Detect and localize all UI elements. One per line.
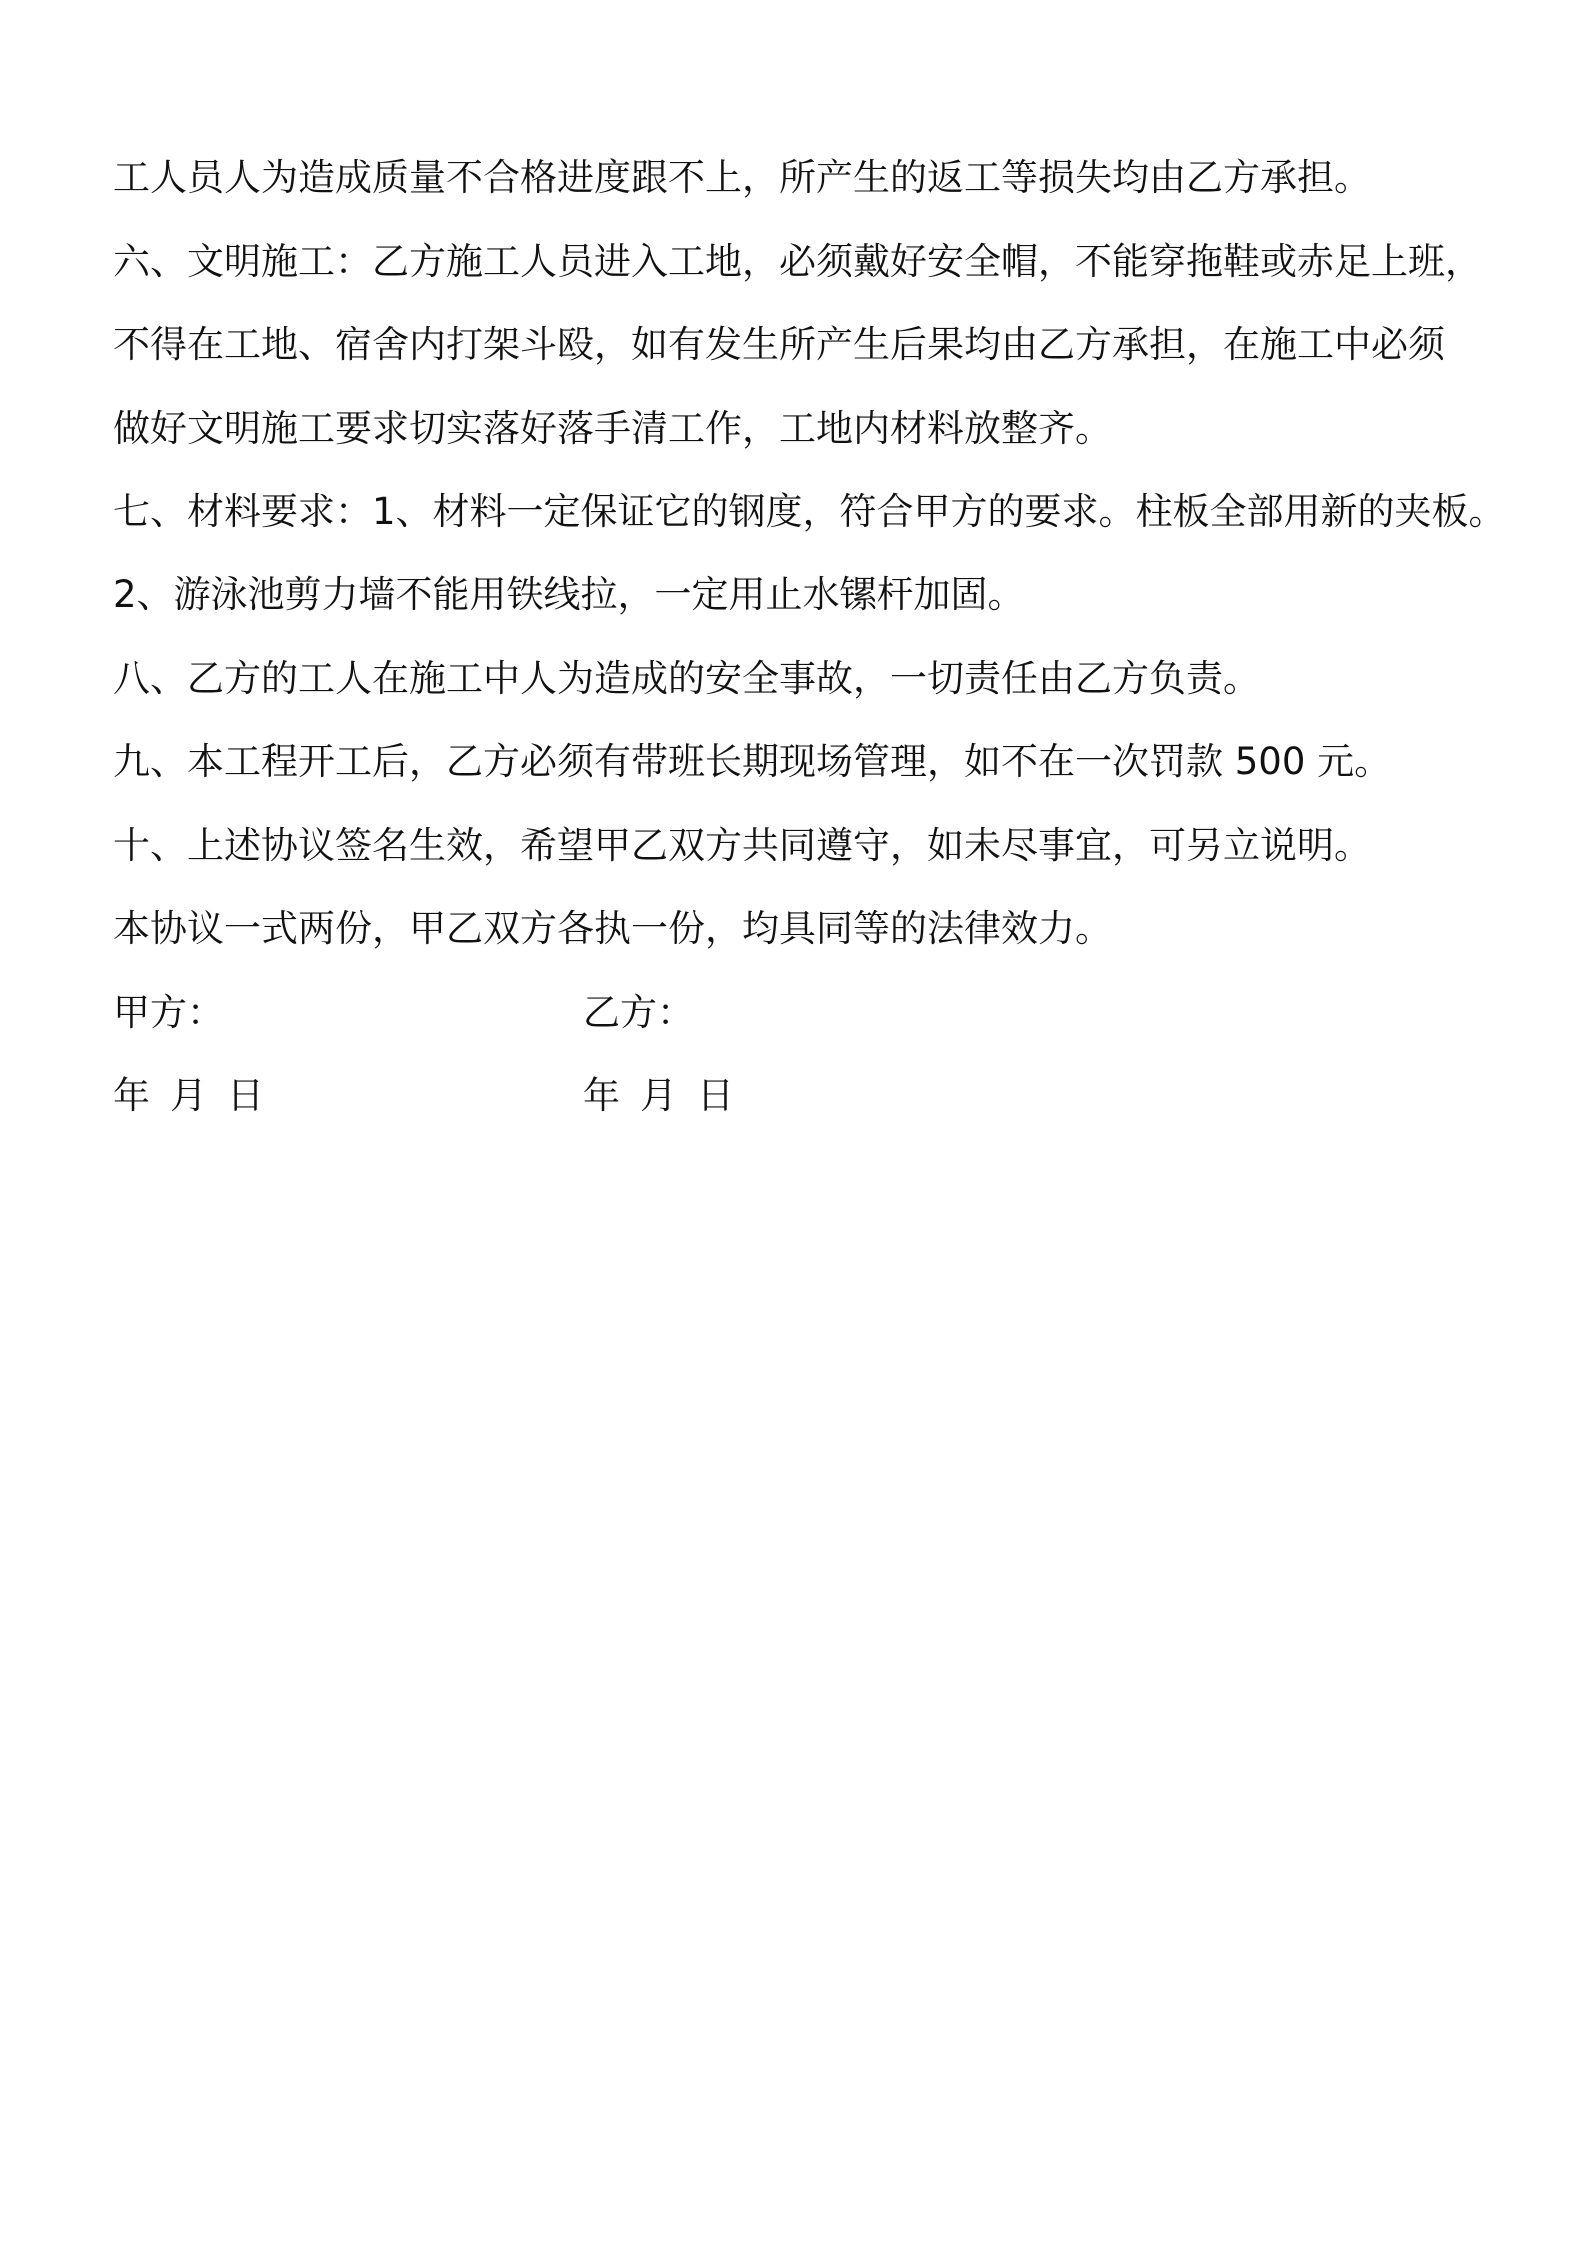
text-line-7: 八、乙方的工人在施工中人为造成的安全事故，一切责任由乙方负责。	[113, 657, 1260, 700]
party-b-date-month: 月	[640, 1074, 677, 1117]
party-b-label: 乙方：	[583, 991, 694, 1034]
text-line-6: 2、游泳池剪力墙不能用铁线拉，一定用止水镙杆加固。	[113, 573, 1025, 616]
party-b-date-year: 年	[583, 1074, 620, 1117]
party-a-date-month: 月	[170, 1074, 207, 1117]
party-b-date	[583, 1073, 734, 1119]
party-a-date-day: 日	[227, 1074, 264, 1117]
text-line-5: 七、材料要求：1、材料一定保证它的钢度，符合甲方的要求。柱板全部用新的夹板。	[113, 490, 1506, 533]
text-line-8: 九、本工程开工后，乙方必须有带班长期现场管理，如不在一次罚款 500 元。	[113, 740, 1392, 783]
party-b-date-day: 日	[697, 1074, 734, 1117]
text-line-3: 不得在工地、宿舍内打架斗殴，如有发生所产生后果均由乙方承担，在施工中必须	[113, 323, 1445, 366]
text-line-4: 做好文明施工要求切实落好落手清工作，工地内材料放整齐。	[113, 407, 1112, 450]
text-line-1: 工人员人为造成质量不合格进度跟不上，所产生的返工等损失均由乙方承担。	[113, 156, 1371, 199]
text-line-9: 十、上述协议签名生效，希望甲乙双方共同遵守，如未尽事宜，可另立说明。	[113, 824, 1371, 867]
party-a-date-year: 年	[113, 1074, 150, 1117]
party-a-date	[113, 1073, 264, 1119]
text-line-2: 六、文明施工：乙方施工人员进入工地，必须戴好安全帽，不能穿拖鞋或赤足上班，	[113, 240, 1482, 283]
party-a-label: 甲方：	[113, 991, 224, 1034]
text-line-10: 本协议一式两份，甲乙双方各执一份，均具同等的法律效力。	[113, 907, 1112, 950]
